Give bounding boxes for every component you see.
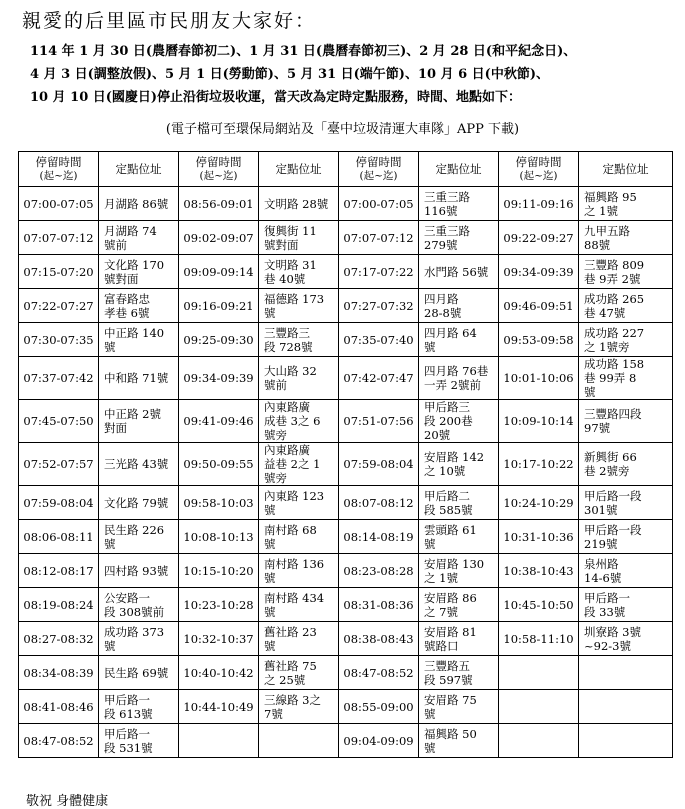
stop-location: 成功路 227 之 1號旁 <box>579 323 673 357</box>
stop-time <box>499 656 579 690</box>
greeting: 親愛的后里區市民朋友大家好： <box>22 10 317 32</box>
stop-time: 08:23-08:28 <box>339 554 419 588</box>
header-time-label: 停留時間 <box>195 155 242 169</box>
table-row <box>19 554 673 588</box>
stop-location: 泉州路 14-6號 <box>579 554 673 588</box>
header-location: 定點位址 <box>579 152 673 187</box>
table-header-row <box>19 152 673 187</box>
stop-location: 三線路 3之 7號 <box>259 690 339 724</box>
stop-time: 08:12-08:17 <box>19 554 99 588</box>
stop-location: 南村路 68 號 <box>259 520 339 554</box>
stop-time: 07:07-07:12 <box>19 221 99 255</box>
stop-location: 安眉路 81 號路口 <box>419 622 499 656</box>
stop-location: 甲后路一段 219號 <box>579 520 673 554</box>
table-row <box>19 486 673 520</box>
stop-time: 07:37-07:42 <box>19 357 99 400</box>
stop-time: 07:00-07:05 <box>19 187 99 221</box>
closing-greeting: 敬祝 身體健康 <box>26 794 109 809</box>
stop-time: 10:09-10:14 <box>499 400 579 443</box>
stop-location: 安眉路 142 之 10號 <box>419 443 499 486</box>
stop-location <box>579 656 673 690</box>
stop-location: 民生路 226 號 <box>99 520 179 554</box>
stop-time: 09:50-09:55 <box>179 443 259 486</box>
stop-time: 09:58-10:03 <box>179 486 259 520</box>
stop-time: 08:27-08:32 <box>19 622 99 656</box>
stop-time: 10:01-10:06 <box>499 357 579 400</box>
stop-location: 福興路 50 號 <box>419 724 499 758</box>
stop-time: 07:17-07:22 <box>339 255 419 289</box>
stop-time: 09:25-09:30 <box>179 323 259 357</box>
stop-location: 福興路 95 之 1號 <box>579 187 673 221</box>
stop-time: 07:42-07:47 <box>339 357 419 400</box>
stop-location <box>579 724 673 758</box>
stop-location <box>259 724 339 758</box>
table-row <box>19 724 673 758</box>
table-row <box>19 656 673 690</box>
stop-location: 中和路 71號 <box>99 357 179 400</box>
table-row <box>19 255 673 289</box>
stop-location: 三豐路五 段 597號 <box>419 656 499 690</box>
stop-location: 公安路一 段 308號前 <box>99 588 179 622</box>
stop-location: 內東路廣 益巷 2之 1 號旁 <box>259 443 339 486</box>
table-row <box>19 443 673 486</box>
stop-time: 10:23-10:28 <box>179 588 259 622</box>
stop-time: 08:56-09:01 <box>179 187 259 221</box>
stop-location: 月湖路 74 號前 <box>99 221 179 255</box>
stop-time: 08:38-08:43 <box>339 622 419 656</box>
stop-location: 成功路 265 巷 47號 <box>579 289 673 323</box>
stop-location: 三豐路四段 97號 <box>579 400 673 443</box>
stop-time: 07:45-07:50 <box>19 400 99 443</box>
stop-time: 07:59-08:04 <box>19 486 99 520</box>
stop-time: 09:41-09:46 <box>179 400 259 443</box>
stop-time: 09:04-09:09 <box>339 724 419 758</box>
header-time-label: 停留時間 <box>515 155 562 169</box>
header-stop-time <box>499 152 579 187</box>
stop-time: 10:17-10:22 <box>499 443 579 486</box>
stop-time: 09:22-09:27 <box>499 221 579 255</box>
header-time-range-label: (起~迄) <box>199 170 238 182</box>
stop-time: 08:47-08:52 <box>339 656 419 690</box>
stop-location: 內東路廣 成巷 3之 6 號旁 <box>259 400 339 443</box>
stop-time: 07:22-07:27 <box>19 289 99 323</box>
stop-location: 三光路 43號 <box>99 443 179 486</box>
stop-location: 福德路 173 號 <box>259 289 339 323</box>
header-stop-time <box>179 152 259 187</box>
stop-location: 四月路 64 號 <box>419 323 499 357</box>
stop-time: 08:14-08:19 <box>339 520 419 554</box>
stop-location: 富春路忠 孝巷 6號 <box>99 289 179 323</box>
header-location: 定點位址 <box>419 152 499 187</box>
header-time-range-label: (起~迄) <box>39 170 78 182</box>
stop-location: 甲后路一段 301號 <box>579 486 673 520</box>
stop-location: 水門路 56號 <box>419 255 499 289</box>
stop-time: 10:24-10:29 <box>499 486 579 520</box>
stop-time <box>499 690 579 724</box>
stop-location: 文化路 170 號對面 <box>99 255 179 289</box>
stop-time: 10:08-10:13 <box>179 520 259 554</box>
stop-time: 09:09-09:14 <box>179 255 259 289</box>
stop-time: 08:34-08:39 <box>19 656 99 690</box>
download-note: (電子檔可至環保局網站及「臺中垃圾清運大車隊」APP 下載) <box>165 122 520 137</box>
stop-location: 三豐路 809 巷 9弄 2號 <box>579 255 673 289</box>
table-row <box>19 289 673 323</box>
stop-time: 07:51-07:56 <box>339 400 419 443</box>
stop-location: 四月路 28-8號 <box>419 289 499 323</box>
header-stop-time <box>19 152 99 187</box>
stop-location: 南村路 136 號 <box>259 554 339 588</box>
stop-time <box>499 724 579 758</box>
stop-time: 10:58-11:10 <box>499 622 579 656</box>
collection-schedule-table <box>18 151 673 758</box>
stop-location: 南村路 434 號 <box>259 588 339 622</box>
stop-time: 09:34-09:39 <box>499 255 579 289</box>
table-row <box>19 690 673 724</box>
stop-time: 08:31-08:36 <box>339 588 419 622</box>
stop-time: 07:35-07:40 <box>339 323 419 357</box>
stop-time: 07:15-07:20 <box>19 255 99 289</box>
stop-location: 新興街 66 巷 2號旁 <box>579 443 673 486</box>
stop-time: 08:41-08:46 <box>19 690 99 724</box>
header-time-label: 停留時間 <box>35 155 82 169</box>
stop-location: 甲后路一 段 33號 <box>579 588 673 622</box>
stop-location: 甲后路三 段 200巷 20號 <box>419 400 499 443</box>
stop-time: 10:40-10:42 <box>179 656 259 690</box>
stop-location: 內東路 123 號 <box>259 486 339 520</box>
stop-location: 四村路 93號 <box>99 554 179 588</box>
stop-time: 10:45-10:50 <box>499 588 579 622</box>
stop-location: 民生路 69號 <box>99 656 179 690</box>
header-location: 定點位址 <box>259 152 339 187</box>
stop-location: 成功路 373 號 <box>99 622 179 656</box>
stop-location: 舊社路 75 之 25號 <box>259 656 339 690</box>
stop-time: 07:07-07:12 <box>339 221 419 255</box>
stop-location: 雲頭路 61 號 <box>419 520 499 554</box>
stop-time: 10:38-10:43 <box>499 554 579 588</box>
stop-location: 月湖路 86號 <box>99 187 179 221</box>
stop-time: 07:27-07:32 <box>339 289 419 323</box>
stop-time: 09:02-09:07 <box>179 221 259 255</box>
stop-time: 09:16-09:21 <box>179 289 259 323</box>
stop-location: 文明路 28號 <box>259 187 339 221</box>
stop-time: 07:59-08:04 <box>339 443 419 486</box>
stop-location: 文明路 31 巷 40號 <box>259 255 339 289</box>
table-row <box>19 323 673 357</box>
stop-location: 文化路 79號 <box>99 486 179 520</box>
table-row <box>19 357 673 400</box>
stop-location: 安眉路 130 之 1號 <box>419 554 499 588</box>
stop-location: 圳寮路 3號 ~92-3號 <box>579 622 673 656</box>
stop-location: 舊社路 23 號 <box>259 622 339 656</box>
stop-location: 三重三路 279號 <box>419 221 499 255</box>
stop-time: 09:34-09:39 <box>179 357 259 400</box>
header-time-range-label: (起~迄) <box>359 170 398 182</box>
stop-location: 安眉路 86 之 7號 <box>419 588 499 622</box>
stop-location: 甲后路一 段 613號 <box>99 690 179 724</box>
stop-location: 甲后路一 段 531號 <box>99 724 179 758</box>
stop-time <box>179 724 259 758</box>
stop-location: 大山路 32 號前 <box>259 357 339 400</box>
stop-time: 08:55-09:00 <box>339 690 419 724</box>
stop-time: 09:53-09:58 <box>499 323 579 357</box>
stop-location: 三豐路三 段 728號 <box>259 323 339 357</box>
stop-location: 甲后路二 段 585號 <box>419 486 499 520</box>
table-row <box>19 588 673 622</box>
header-stop-time <box>339 152 419 187</box>
stop-location: 復興街 11 號對面 <box>259 221 339 255</box>
stop-time: 08:07-08:12 <box>339 486 419 520</box>
stop-location: 三重三路 116號 <box>419 187 499 221</box>
stop-time: 08:47-08:52 <box>19 724 99 758</box>
stop-time: 10:44-10:49 <box>179 690 259 724</box>
stop-location: 四月路 76巷 一弄 2號前 <box>419 357 499 400</box>
stop-time: 09:11-09:16 <box>499 187 579 221</box>
stop-location: 安眉路 75 號 <box>419 690 499 724</box>
stop-time: 10:15-10:20 <box>179 554 259 588</box>
stop-time: 08:06-08:11 <box>19 520 99 554</box>
stop-time: 07:00-07:05 <box>339 187 419 221</box>
stop-time: 09:46-09:51 <box>499 289 579 323</box>
table-row <box>19 520 673 554</box>
stop-location: 九甲五路 88號 <box>579 221 673 255</box>
header-location: 定點位址 <box>99 152 179 187</box>
header-time-label: 停留時間 <box>355 155 402 169</box>
table-row <box>19 221 673 255</box>
stop-location: 中正路 140 號 <box>99 323 179 357</box>
stop-time: 10:32-10:37 <box>179 622 259 656</box>
stop-location <box>579 690 673 724</box>
table-row <box>19 400 673 443</box>
stop-time: 07:52-07:57 <box>19 443 99 486</box>
table-row <box>19 187 673 221</box>
stop-time: 08:19-08:24 <box>19 588 99 622</box>
header-time-range-label: (起~迄) <box>519 170 558 182</box>
stop-location: 中正路 2號 對面 <box>99 400 179 443</box>
stop-time: 07:30-07:35 <box>19 323 99 357</box>
stop-time: 10:31-10:36 <box>499 520 579 554</box>
table-row <box>19 622 673 656</box>
holiday-notice: 114 年 1 月 30 日(農曆春節初二)、1 月 31 日(農曆春節初三)、2 月 28 日(和平紀念日)、 4 月 3 日(調整放假)、5 月 1 日(勞動節)、5 月 31 日(端午節)、10 月 6 日(中秋節)、 10 月 10 日(國慶日)停止沿街垃圾收運，當天改為定時定點服務，時間、地點如下： <box>30 44 577 105</box>
stop-location: 成功路 158 巷 99弄 8 號 <box>579 357 673 400</box>
